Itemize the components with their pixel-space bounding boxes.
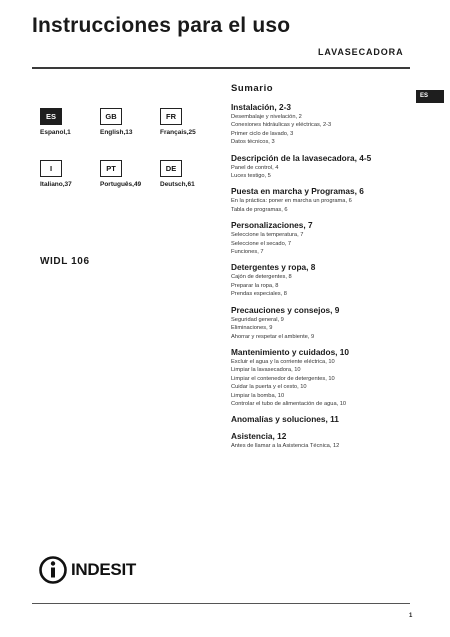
language-fr — [160, 108, 220, 136]
section-item: Seguridad general, 9 — [231, 316, 284, 323]
section-item: En la práctica: poner en marcha un programa, 6 — [231, 198, 352, 205]
section-title: Instalación, 2-3 — [231, 102, 291, 112]
contents-section — [231, 414, 431, 425]
contents-section — [231, 305, 431, 341]
contents-section — [231, 347, 431, 408]
contents-section — [231, 102, 431, 147]
indesit-logo-icon — [38, 555, 68, 585]
footer-divider — [32, 603, 410, 604]
page-number: 1 — [409, 613, 413, 619]
language-pt — [100, 160, 160, 188]
contents-sections — [231, 102, 431, 451]
model-number: WIDL 106 — [40, 256, 90, 267]
section-item: Seleccione el secado, 7 — [231, 240, 292, 247]
section-item: Limpiar la lavasecadora, 10 — [231, 367, 301, 374]
section-item: Luces testigo, 5 — [231, 173, 271, 180]
section-item: Panel de control, 4 — [231, 164, 279, 171]
product-type: LAVASECADORA — [318, 47, 404, 57]
section-item: Cuidar la puerta y el cesto, 10 — [231, 384, 307, 391]
language-caption: Italiano,37 — [40, 181, 72, 188]
language-code-box: FR — [160, 108, 182, 125]
contents-section — [231, 431, 431, 450]
section-item: Funciones, 7 — [231, 249, 264, 256]
section-title: Detergentes y ropa, 8 — [231, 262, 316, 273]
language-code-box: ES — [40, 108, 62, 125]
language-caption: Français,25 — [160, 129, 196, 136]
language-code-box: I — [40, 160, 62, 177]
section-item: Seleccione la temperatura, 7 — [231, 232, 304, 239]
section-title: Personalizaciones, 7 — [231, 220, 313, 231]
language-caption: Deutsch,61 — [160, 181, 195, 188]
language-es — [40, 108, 100, 136]
language-caption: Espanol,1 — [40, 129, 71, 136]
section-title: Puesta en marcha y Programas, 6 — [231, 186, 364, 197]
section-title: Precauciones y consejos, 9 — [231, 304, 340, 315]
section-item: Conexiones hidráulicas y eléctricas, 2-3 — [231, 122, 332, 129]
section-item: Primer ciclo de lavado, 3 — [231, 130, 294, 137]
section-item: Datos técnicos, 3 — [231, 139, 275, 146]
section-item: Limpiar el contenedor de detergentes, 10 — [231, 375, 335, 382]
table-of-contents — [231, 83, 431, 457]
contents-section — [231, 153, 431, 181]
brand-name: INDESIT — [71, 560, 136, 579]
section-item: Antes de llamar a la Asistencia Técnica, 12 — [231, 443, 340, 450]
contents-section — [231, 262, 431, 298]
section-item: Cajón de detergentes, 8 — [231, 274, 292, 281]
section-title: Anomalías y soluciones, 11 — [231, 414, 339, 425]
language-code-box: PT — [100, 160, 122, 177]
language-code-box: GB — [100, 108, 122, 125]
section-item: Desembalaje y nivelación, 2 — [231, 114, 302, 120]
brand-logo — [38, 555, 153, 585]
section-item: Limpiar la bomba, 10 — [231, 392, 285, 399]
section-item: Ahorrar y respetar el ambiente, 9 — [231, 333, 315, 340]
section-title: Mantenimiento y cuidados, 10 — [231, 346, 350, 357]
contents-heading: Sumario — [231, 83, 274, 94]
language-code-box: DE — [160, 160, 182, 177]
language-caption: English,13 — [100, 129, 133, 136]
section-item: Tabla de programas, 6 — [231, 206, 288, 213]
section-item: Controlar el tubo de alimentación de agua, 10 — [231, 400, 347, 407]
language-gb — [100, 108, 160, 136]
section-item: Excluir el agua y la corriente eléctrica, 10 — [231, 358, 335, 365]
section-item: Prendas especiales, 8 — [231, 291, 287, 298]
section-item: Preparar la ropa, 8 — [231, 282, 279, 289]
section-title: Asistencia, 12 — [231, 431, 287, 442]
page-title: Instrucciones para el uso — [32, 14, 291, 37]
contents-section — [231, 220, 431, 256]
language-side-tab: ES — [416, 90, 444, 103]
language-i — [40, 160, 100, 188]
language-caption: Português,49 — [100, 181, 142, 188]
language-de — [160, 160, 220, 188]
header-divider — [32, 67, 410, 69]
section-item: Eliminaciones, 9 — [231, 325, 273, 332]
contents-section — [231, 186, 431, 214]
section-title: Descripción de la lavasecadora, 4-5 — [231, 152, 372, 163]
